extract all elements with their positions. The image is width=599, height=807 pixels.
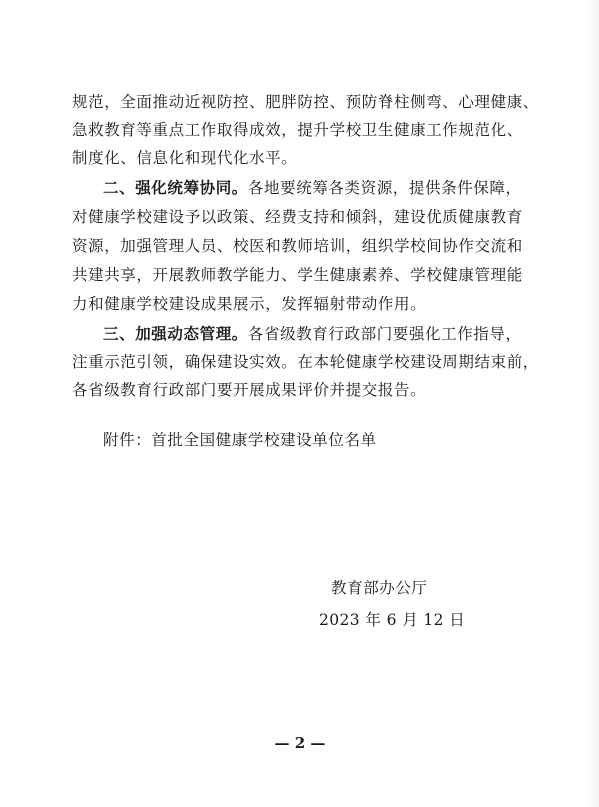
body-line-3: 制度化、信息化和现代化水平。 [72, 149, 298, 167]
section2-first-rest: 各地要统筹各类资源，提供条件保障， [247, 179, 522, 197]
section3-line-3: 各省级教育行政部门要开展成果评价并提交报告。 [72, 381, 427, 399]
section2-first-line [103, 178, 522, 198]
signature-org: 教育部办公厅 [331, 579, 428, 597]
section3-first-line [103, 324, 522, 344]
page-number: — 2 — [274, 734, 326, 752]
section2-line-4: 共建共享，开展教师教学能力、学生健康素养、学校健康管理能 [72, 266, 523, 284]
section2-line-2: 对健康学校建设予以政策、经费支持和倾斜，建设优质健康教育 [72, 208, 523, 226]
section2-line-5: 力和健康学校建设成果展示，发挥辐射带动作用。 [72, 295, 427, 313]
page-edge-shadow [587, 0, 599, 807]
section3-heading: 三、加强动态管理。 [103, 325, 248, 343]
section3-line-2: 注重示范引领，确保建设实效。在本轮健康学校建设周期结束前， [72, 353, 539, 371]
section2-line-3: 资源，加强管理人员、校医和教师培训，组织学校间协作交流和 [72, 237, 523, 255]
body-line-1: 规范，全面推动近视防控、肥胖防控、预防脊柱侧弯、心理健康、 [72, 93, 539, 111]
attachment-note: 附件：首批全国健康学校建设单位名单 [103, 431, 377, 449]
section2-heading: 二、强化统筹协同。 [103, 179, 248, 197]
signature-date: 2023 年 6 月 12 日 [319, 611, 466, 629]
section3-first-rest: 各省级教育行政部门要强化工作指导， [247, 325, 522, 343]
body-line-2: 急救教育等重点工作取得成效，提升学校卫生健康工作规范化、 [72, 121, 523, 139]
